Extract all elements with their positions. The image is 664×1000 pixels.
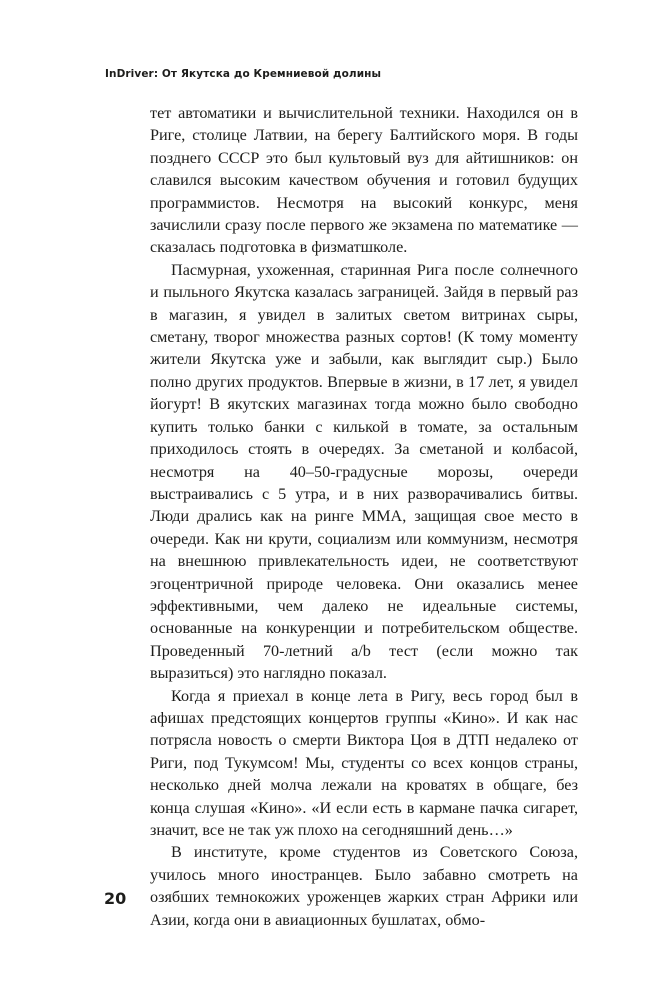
paragraph-3: Когда я приехал в конце лета в Ригу, весь город был в афишах предстоящих концертов группы «Кино». И как нас потрясла новость о смерти Виктора Цоя в ДТП недалеко от Риги, под Тукумсом! Мы, студенты со всех концов страны, несколько дней молча лежали на кроватях в общаге, без конца слушая «Кино». «И если есть в кармане пачка сигарет, значит, все не так уж плохо на сегодняшний день…»: [150, 686, 578, 839]
running-header: InDriver: От Якутска до Кремниевой долины: [105, 68, 382, 80]
paragraph-2: Пасмурная, ухоженная, старинная Рига после солнечного и пыльного Якутска казалась заграницей. Зайдя в первый раз в магазин, я увидел в залитых светом витринах сыры, сметану, творог множества разных сортов! (К тому моменту жители Якутска уже и забыли, как выглядит сыр.) Было полно других продуктов. Впервые в жизни, в 17 лет, я увидел йогурт! В якутских магазинах тогда можно было свободно купить только банки с килькой в томате, за остальным приходилось стоять в очередях. За сметаной и колбасой, несмотря на 40–50-градусные морозы, очереди выстраивались с 5 утра, и в них разворачивались битвы. Люди дрались как на ринге MMA, защищая свое место в очереди. Как ни крути, социализм или коммунизм, несмотря на внешнюю привлекательность идеи, не соответствуют эгоцентричной природе человека. Они оказались менее эффективными, чем далеко не идеальные системы, основанные на конкуренции и потребительском обществе. Проведенный 70-летний a/b тест (если можно так выразиться) это наглядно показал.: [150, 260, 578, 683]
paragraph-4: В институте, кроме студентов из Советского Союза, училось много иностранцев. Было забавно смотреть на озябших темнокожих уроженцев жарких стран Африки или Азии, когда они в авиационных бушлатах, обмо-: [150, 843, 578, 929]
paragraph-1: тет автоматики и вычислительной техники. Находился он в Риге, столице Латвии, на берегу Балтийского моря. В годы позднего СССР это был культовый вуз для айтишников: он славился высоким качеством обучения и готовил будущих программистов. Несмотря на высокий конкурс, меня зачислили сразу после первого же экзамена по математике — сказалась подготовка в физматшколе.: [150, 104, 578, 257]
body-text: [150, 102, 578, 931]
page-number: 20: [104, 889, 127, 908]
